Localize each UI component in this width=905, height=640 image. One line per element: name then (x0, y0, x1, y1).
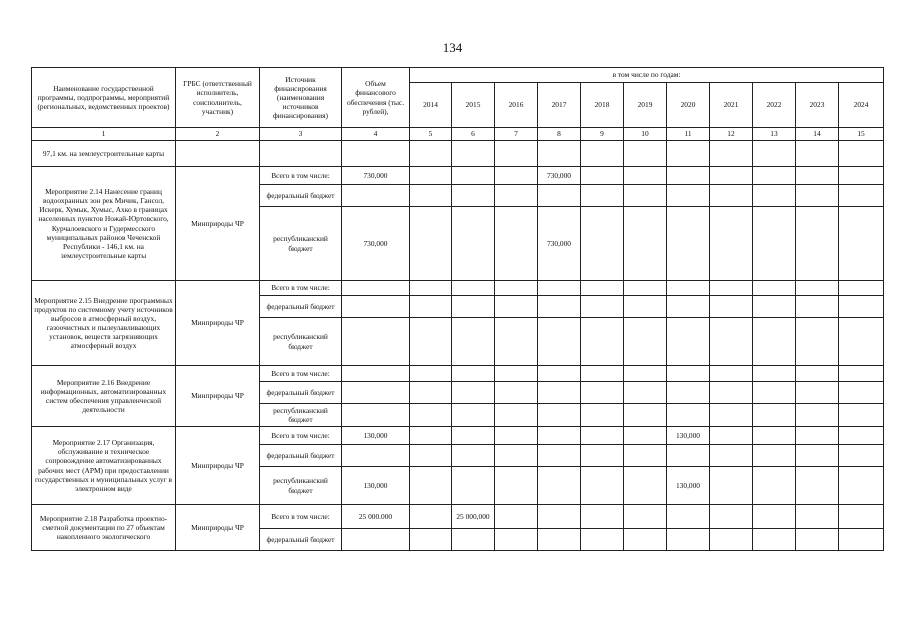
measure-name: Мероприятие 2.17 Организация, обслуживание и техническое сопровождение автоматизированных рабочих мест (АРМ) при предоставлении государственных и муниципальных услуг в электронном виде (32, 427, 176, 505)
year-value: 730,000 (538, 167, 581, 185)
col-number: 10 (624, 128, 667, 141)
year-2018: 2018 (581, 83, 624, 128)
grbs-cell: Минприроды ЧР (176, 281, 260, 366)
header-volume: Объем финансового обеспечения (тыс. рублей), (342, 68, 410, 128)
col-number: 11 (667, 128, 710, 141)
source-total: Всего в том числе: (260, 505, 342, 529)
source-republic: республиканский бюджет (260, 467, 342, 505)
grbs-cell: Минприроды ЧР (176, 505, 260, 551)
year-2021: 2021 (710, 83, 753, 128)
source-federal: федеральный бюджет (260, 382, 342, 404)
source-federal: федеральный бюджет (260, 445, 342, 467)
col-number: 9 (581, 128, 624, 141)
col-number: 2 (176, 128, 260, 141)
header-name: Наименование государственной программы, подпрограммы, мероприятий (региональных, ведомственных проектов) (32, 68, 176, 128)
header-years-title: в том числе по годам: (410, 68, 884, 83)
source-total: Всего в том числе: (260, 167, 342, 185)
measure-name: 97,1 км. на землеустроительные карты (32, 141, 176, 167)
col-number: 4 (342, 128, 410, 141)
table-row (32, 505, 884, 529)
col-number: 15 (839, 128, 884, 141)
col-number: 8 (538, 128, 581, 141)
year-2023: 2023 (796, 83, 839, 128)
budget-table (31, 67, 884, 551)
grbs-cell: Минприроды ЧР (176, 167, 260, 281)
col-number: 12 (710, 128, 753, 141)
header-source: Источник финансирования (наименования источников финансирования) (260, 68, 342, 128)
year-2022: 2022 (753, 83, 796, 128)
col-number: 14 (796, 128, 839, 141)
source-federal: федеральный бюджет (260, 296, 342, 318)
volume-cell: 130,000 (342, 427, 410, 445)
col-number: 13 (753, 128, 796, 141)
volume-cell: 730,000 (342, 207, 410, 281)
measure-name: Мероприятие 2.16 Внедрение информационных, автоматизированных систем обеспечения управленческой деятельности (32, 366, 176, 427)
grbs-cell: Минприроды ЧР (176, 427, 260, 505)
year-value: 130,000 (667, 467, 710, 505)
year-2017: 2017 (538, 83, 581, 128)
source-total: Всего в том числе: (260, 366, 342, 382)
table-row (32, 167, 884, 185)
source-total: Всего в том числе: (260, 427, 342, 445)
year-2016: 2016 (495, 83, 538, 128)
col-number: 3 (260, 128, 342, 141)
page-number: 134 (442, 40, 463, 55)
year-2020: 2020 (667, 83, 710, 128)
source-total: Всего в том числе: (260, 281, 342, 296)
year-2024: 2024 (839, 83, 884, 128)
measure-name: Мероприятие 2.15 Внедрение программных продуктов по системному учету источников выбросов в атмосферный воздух, газоочистных и пылеулавливающих установок, веществ загрязняющих атмосферный воздух (32, 281, 176, 366)
source-republic: республиканский бюджет (260, 318, 342, 366)
source-federal: федеральный бюджет (260, 185, 342, 207)
source-republic: республиканский бюджет (260, 207, 342, 281)
year-value: 730,000 (538, 207, 581, 281)
year-2014: 2014 (410, 83, 452, 128)
header-grbs: ГРБС (ответственный исполнитель, соисполнитель, участник) (176, 68, 260, 128)
col-number: 6 (452, 128, 495, 141)
volume-cell: 25 000.000 (342, 505, 410, 529)
column-numbers-row (32, 128, 884, 141)
table-row (32, 141, 884, 167)
year-2019: 2019 (624, 83, 667, 128)
source-federal: федеральный бюджет (260, 529, 342, 551)
year-value: 130,000 (667, 427, 710, 445)
source-republic: республиканский бюджет (260, 404, 342, 427)
year-2015: 2015 (452, 83, 495, 128)
col-number: 1 (32, 128, 176, 141)
table-row (32, 366, 884, 382)
table-row (32, 427, 884, 445)
table-row (32, 281, 884, 296)
measure-name: Мероприятие 2.14 Нанесение границ водоохранных зон рек Мичик, Гансол, Искерк, Хумык, Хумыс, Ахко в границах населенных пунктов Ножай-Юртовского, Курчалоевского и Гудермесского муниципальных районов Чеченской Республики - 146,1 км. на землеустроительные карты (32, 167, 176, 281)
col-number: 7 (495, 128, 538, 141)
measure-name: Мероприятие 2.18 Разработка проектно-сметной документации по 27 объектам накопленного экологического (32, 505, 176, 551)
grbs-cell: Минприроды ЧР (176, 366, 260, 427)
volume-cell: 730,000 (342, 167, 410, 185)
volume-cell: 130,000 (342, 467, 410, 505)
year-value: 25 000,000 (452, 505, 495, 529)
col-number: 5 (410, 128, 452, 141)
